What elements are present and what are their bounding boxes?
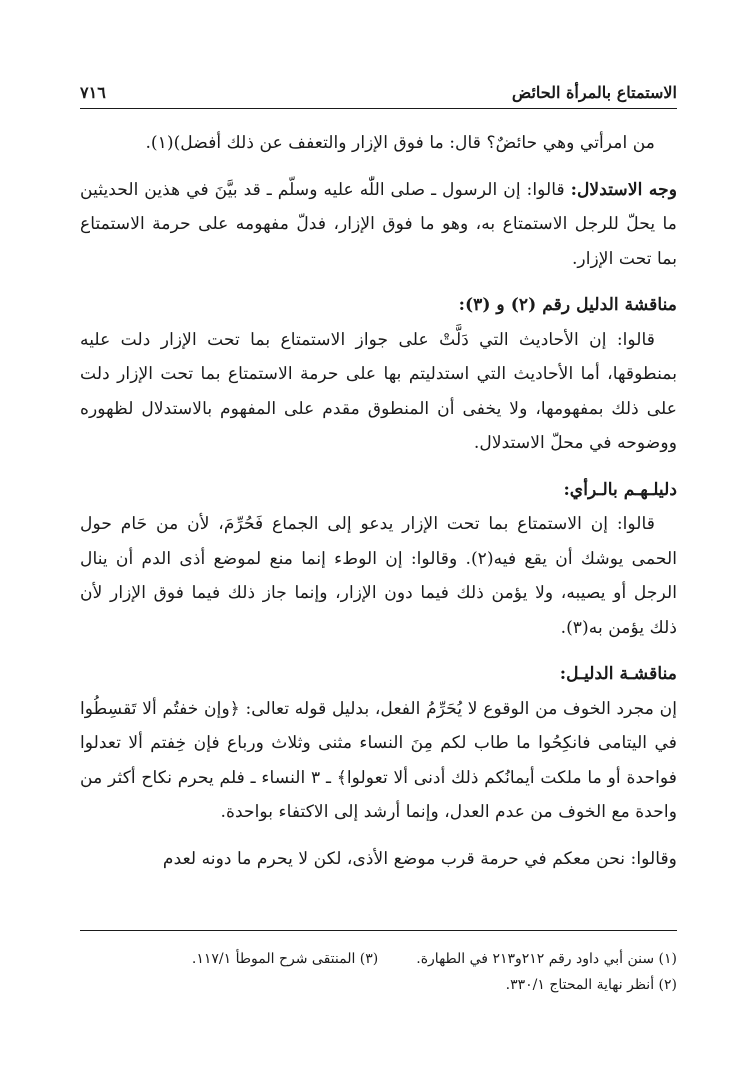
footnote-1: (١) سنن أبي داود رقم ٢١٢و٢١٣ في الطهارة.	[416, 951, 677, 967]
paragraph-3: قالوا: إن الأحاديث التي دَلَّتْ على جواز الاستمتاع بما تحت الإزار دلت عليه بمنطوقها، أما الأحاديث التي استدليتم بها على حرمة الاستمتاع بما تحت الإزار دلت على ذلك بمفهومها، ولا يخفى أن المنطوق مقدم على المفهوم بالاستدلال لظهوره ووضوحه في محلّ الاستدلال.	[80, 329, 677, 453]
footnote-rule	[80, 930, 677, 931]
running-title: الاستمتاع بالمرأة الحائض	[511, 82, 677, 102]
footnotes	[80, 946, 677, 998]
heading-discussion-2-3: مناقشة الدليل رقم (٢) و (٣):	[458, 295, 677, 315]
paragraph-2-lead: وجه الاستدلال:	[570, 179, 677, 200]
header-rule	[80, 108, 677, 109]
paragraph-4: قالوا: إن الاستمتاع بما تحت الإزار يدعو إلى الجماع فَحُرِّمَ، لأن من حَام حول الحمى يوشك أن يقع فيه(٢). وقالوا: إن الوطء إنما منع لموضع أذى الدم أن ينال الرجل أو يصيبه، ولا يؤمن ذلك فيما دون الإزار، وإنما جاز ذلك فيما فوق الإزار لأن ذلك يؤمن به(٣).	[80, 514, 677, 638]
paragraph-2-text: قالوا: إن الرسول ـ صلى اللّٰه عليه وسلّم ـ قد بيَّنَ في هذين الحديثين ما يحلّ للرجل الاستمتاع به، وهو ما فوق الإزار، فدلّ مفهومه على حرمة الاستمتاع بما تحت الإزار.	[80, 179, 677, 269]
page-header	[80, 78, 677, 106]
page-number: ٧١٦	[80, 82, 106, 102]
heading-evidence-discussion: مناقشـة الدليـل:	[559, 664, 677, 684]
paragraph-6: وقالوا: نحن معكم في حرمة قرب موضع الأذى، لكن لا يحرم ما دونه لعدم	[162, 848, 677, 869]
footnote-row-1	[80, 946, 677, 972]
footnote-row-2	[80, 972, 677, 998]
footnote-3: (٣) المنتقى شرح الموطأ ١١٧/١.	[191, 951, 379, 967]
main-text	[80, 126, 677, 876]
paragraph-1: من امرأتي وهي حائضٌ؟ قال: ما فوق الإزار والتعفف عن ذلك أفضل)(١).	[145, 133, 655, 153]
paragraph-2	[80, 173, 677, 277]
paragraph-5: إن مجرد الخوف من الوقوع لا يُحَرِّمُ الفعل، بدليل قوله تعالى: ﴿وإن خفتُم ألا تَقسِطُوا في اليتامى فانكِحُوا ما طاب لكم مِنَ النساء مثنى وثلاث ورباع فإن خِفتم ألا تعدلوا فواحدة أو ما ملكت أيمانُكم ذلك أدنى ألا تعولوا﴾ ـ ٣ النساء ـ فلم يحرم نكاح أكثر من واحدة مع الخوف من عدم العدل، وإنما أرشد إلى الاكتفاء بواحدة.	[80, 698, 677, 822]
footnote-2: (٢) أنظر نهاية المحتاج ٣٣٠/١.	[505, 977, 677, 993]
heading-opinion-evidence: دليلـهـم بالـرأي:	[563, 479, 677, 500]
